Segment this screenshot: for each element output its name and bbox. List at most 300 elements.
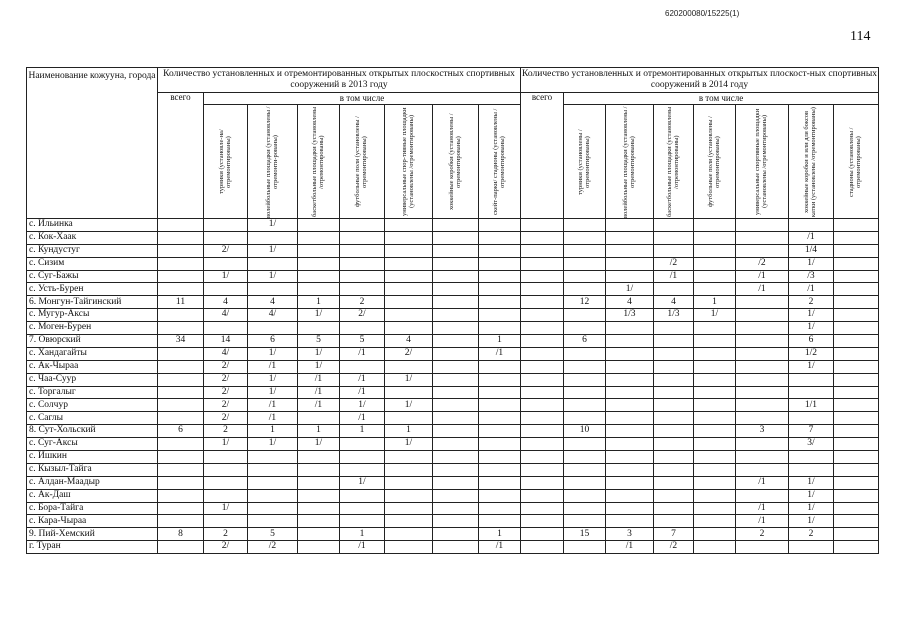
table-cell: 1 [479, 528, 521, 541]
table-row [27, 528, 879, 541]
table-cell [789, 373, 834, 386]
table-cell [433, 528, 479, 541]
table-row [27, 386, 879, 399]
table-cell [298, 231, 340, 244]
table-cell [654, 219, 694, 232]
table-cell [385, 244, 433, 257]
col-header-2014: хоккейные коробки и или для боксов катки (установлены /отремонтированы) [789, 105, 834, 219]
table-cell: /1 [298, 399, 340, 412]
table-cell: 1/3 [654, 309, 694, 322]
table-cell [385, 322, 433, 335]
table-cell [385, 309, 433, 322]
settlement-name: 9. Пий-Хемский [27, 528, 158, 541]
name-column-header: Наименование кожууна, города [27, 68, 158, 219]
settlement-name: с. Саглы [27, 412, 158, 425]
table-cell [521, 270, 564, 283]
table-row [27, 399, 879, 412]
table-cell [694, 360, 736, 373]
settlement-name: с. Солчур [27, 399, 158, 412]
table-cell [694, 515, 736, 528]
table-cell [564, 347, 606, 360]
table-cell [736, 451, 789, 464]
table-cell [654, 476, 694, 489]
table-cell [248, 451, 298, 464]
table-cell: 2/ [204, 412, 248, 425]
table-cell [158, 412, 204, 425]
table-cell [433, 373, 479, 386]
settlement-name: с. Мугур-Аксы [27, 309, 158, 322]
table-cell [736, 463, 789, 476]
table-cell [521, 360, 564, 373]
table-cell [433, 270, 479, 283]
table-cell: /1 [340, 373, 385, 386]
table-cell [654, 463, 694, 476]
table-cell: 1/ [385, 373, 433, 386]
table-cell [736, 386, 789, 399]
table-cell [298, 463, 340, 476]
table-cell: 1 [694, 296, 736, 309]
table-cell: /1 [736, 476, 789, 489]
table-cell [158, 231, 204, 244]
table-cell [340, 231, 385, 244]
table-cell [606, 257, 654, 270]
group-header-2013: Количество установленных и отремонтированных открытых плоскостных спортивных сооружений в 2013 году [158, 68, 521, 93]
table-cell [606, 502, 654, 515]
table-cell [521, 412, 564, 425]
table-cell [204, 283, 248, 296]
table-cell: 5 [298, 335, 340, 348]
table-cell [606, 489, 654, 502]
table-cell: 2/ [385, 347, 433, 360]
table-cell: 5 [248, 528, 298, 541]
table-row [27, 438, 879, 451]
table-cell [204, 476, 248, 489]
table-cell [564, 322, 606, 335]
table-cell [834, 399, 879, 412]
table-cell: /1 [736, 515, 789, 528]
table-cell [564, 270, 606, 283]
table-cell [694, 438, 736, 451]
table-cell: 1/ [298, 347, 340, 360]
table-cell [158, 244, 204, 257]
table-cell [248, 515, 298, 528]
table-cell: /1 [736, 502, 789, 515]
table-cell [479, 244, 521, 257]
table-cell: 6 [158, 425, 204, 438]
settlement-name: с. Ишкин [27, 451, 158, 464]
table-cell [158, 373, 204, 386]
table-cell: 6 [789, 335, 834, 348]
table-cell [564, 360, 606, 373]
table-cell [158, 283, 204, 296]
table-cell: 1/ [340, 476, 385, 489]
table-cell: 2 [736, 528, 789, 541]
col-header-2014: стадионы (установлены /отремонтированы) [834, 105, 879, 219]
table-cell [248, 322, 298, 335]
table-cell [606, 219, 654, 232]
table-cell [385, 257, 433, 270]
table-cell [158, 515, 204, 528]
table-cell: /2 [654, 541, 694, 554]
settlement-name: 7. Овюрский [27, 335, 158, 348]
table-cell: 2/ [340, 309, 385, 322]
table-cell [340, 244, 385, 257]
table-cell [479, 399, 521, 412]
table-cell [385, 386, 433, 399]
table-cell [564, 309, 606, 322]
table-cell: 14 [204, 335, 248, 348]
table-cell [204, 257, 248, 270]
table-cell [654, 347, 694, 360]
table-cell: 4/ [204, 309, 248, 322]
table-cell [606, 373, 654, 386]
table-cell [340, 322, 385, 335]
table-cell [606, 347, 654, 360]
table-cell [521, 296, 564, 309]
table-cell: /1 [736, 270, 789, 283]
table-cell [694, 270, 736, 283]
table-cell [654, 283, 694, 296]
settlement-name: с. Ак-Даш [27, 489, 158, 502]
table-cell [433, 309, 479, 322]
table-cell: 2/ [204, 399, 248, 412]
table-row [27, 270, 879, 283]
table-cell [564, 386, 606, 399]
table-cell [340, 463, 385, 476]
table-cell: 1/ [789, 257, 834, 270]
table-row [27, 502, 879, 515]
table-cell [479, 322, 521, 335]
table-cell: 1/ [298, 309, 340, 322]
table-cell [606, 425, 654, 438]
table-cell [340, 257, 385, 270]
table-cell: /2 [654, 257, 694, 270]
table-cell [834, 347, 879, 360]
col-header-2013: универсальные спор-тивные площадки (установлены /отремонтированы) [385, 105, 433, 219]
table-cell [521, 257, 564, 270]
table-cell: 1/ [248, 270, 298, 283]
group-header-2014: Количество установленных и отремонтированных открытых плоскост-ных спортивных сооружений в 2014 году [521, 68, 879, 93]
table-cell [158, 463, 204, 476]
table-cell [521, 502, 564, 515]
table-cell [340, 451, 385, 464]
table-cell [433, 386, 479, 399]
table-cell [694, 463, 736, 476]
table-cell [564, 244, 606, 257]
table-cell [654, 515, 694, 528]
table-cell [834, 257, 879, 270]
table-cell: 4 [248, 296, 298, 309]
table-cell [606, 335, 654, 348]
settlement-name: с. Кок-Хаак [27, 231, 158, 244]
table-cell: 1/ [248, 438, 298, 451]
table-cell [158, 476, 204, 489]
table-cell [834, 489, 879, 502]
table-cell [694, 347, 736, 360]
table-cell [736, 399, 789, 412]
table-cell [479, 425, 521, 438]
table-cell [204, 515, 248, 528]
table-cell [385, 528, 433, 541]
table-cell [433, 489, 479, 502]
table-cell [564, 412, 606, 425]
table-cell [433, 399, 479, 412]
table-row [27, 489, 879, 502]
table-cell [736, 347, 789, 360]
table-cell: 7 [654, 528, 694, 541]
table-cell [248, 502, 298, 515]
table-cell: 1/ [694, 309, 736, 322]
table-cell [385, 283, 433, 296]
table-cell: 2 [789, 528, 834, 541]
table-cell [521, 322, 564, 335]
table-cell [834, 373, 879, 386]
table-cell [564, 219, 606, 232]
table-cell [694, 425, 736, 438]
table-cell [834, 528, 879, 541]
table-cell [340, 283, 385, 296]
table-row [27, 335, 879, 348]
table-cell [834, 476, 879, 489]
table-cell [433, 451, 479, 464]
table-cell [158, 399, 204, 412]
table-cell [654, 412, 694, 425]
table-cell [158, 270, 204, 283]
table-cell [298, 528, 340, 541]
page-number: 114 [850, 29, 871, 44]
table-cell: 2/ [204, 541, 248, 554]
table-cell [694, 373, 736, 386]
table-cell: /1 [736, 283, 789, 296]
table-cell: /1 [340, 412, 385, 425]
table-cell [521, 463, 564, 476]
table-cell [158, 502, 204, 515]
table-cell [694, 257, 736, 270]
table-cell: /1 [789, 283, 834, 296]
table-cell: /1 [248, 360, 298, 373]
table-cell [385, 489, 433, 502]
settlement-name: с. Кундустуг [27, 244, 158, 257]
table-cell [606, 322, 654, 335]
table-cell: 1 [340, 425, 385, 438]
table-row [27, 283, 879, 296]
table-cell: 11 [158, 296, 204, 309]
table-cell: 1/ [789, 502, 834, 515]
table-cell: 3/ [789, 438, 834, 451]
table-cell [564, 451, 606, 464]
table-cell [204, 219, 248, 232]
col-header-2013: футбольные поля (установлены /отремонтированы) [340, 105, 385, 219]
table-cell [385, 463, 433, 476]
table-cell: 2 [789, 296, 834, 309]
table-cell: 1 [298, 296, 340, 309]
table-cell [298, 489, 340, 502]
table-cell [654, 399, 694, 412]
table-cell [564, 541, 606, 554]
table-cell [298, 322, 340, 335]
table-cell [433, 412, 479, 425]
table-cell [606, 463, 654, 476]
table-cell: 1/ [340, 399, 385, 412]
table-cell [204, 489, 248, 502]
table-cell: 1/1 [789, 399, 834, 412]
settlement-name: с. Хандагайты [27, 347, 158, 360]
table-cell [385, 231, 433, 244]
table-cell [248, 231, 298, 244]
table-cell [158, 360, 204, 373]
table-cell: 1/ [606, 283, 654, 296]
table-cell [694, 322, 736, 335]
table-row [27, 476, 879, 489]
table-cell [340, 489, 385, 502]
table-cell [564, 399, 606, 412]
table-cell [694, 502, 736, 515]
table-cell [606, 515, 654, 528]
table-cell: /1 [340, 541, 385, 554]
table-cell [834, 541, 879, 554]
table-cell: 1/ [204, 270, 248, 283]
table-cell [158, 438, 204, 451]
table-cell: 1 [248, 425, 298, 438]
table-cell [736, 438, 789, 451]
table-cell [385, 360, 433, 373]
table-cell [606, 244, 654, 257]
settlement-name: с. Торгалыг [27, 386, 158, 399]
table-cell [479, 360, 521, 373]
table-cell [564, 283, 606, 296]
table-cell [789, 412, 834, 425]
table-cell [736, 322, 789, 335]
table-cell [789, 451, 834, 464]
table-cell [248, 476, 298, 489]
table-cell [521, 283, 564, 296]
table-cell: /2 [736, 257, 789, 270]
table-cell [736, 373, 789, 386]
table-cell [834, 412, 879, 425]
table-cell [654, 231, 694, 244]
settlement-name: с. Чаа-Суур [27, 373, 158, 386]
document-id: 620200080/15225(1) [665, 9, 740, 18]
table-row [27, 515, 879, 528]
table-cell [521, 386, 564, 399]
table-cell: 3 [736, 425, 789, 438]
table-cell: 4 [204, 296, 248, 309]
table-cell [521, 219, 564, 232]
table-cell [158, 541, 204, 554]
table-cell: 3 [606, 528, 654, 541]
table-cell [298, 476, 340, 489]
col-header-2013: волейбольные площадки (установлены /отремонти-рованы) [248, 105, 298, 219]
table-cell [479, 502, 521, 515]
table-cell [694, 489, 736, 502]
table-cell [521, 528, 564, 541]
table-cell [736, 335, 789, 348]
table-cell: 15 [564, 528, 606, 541]
total-header-2013: всего [158, 93, 204, 219]
table-cell [654, 335, 694, 348]
table-cell [521, 451, 564, 464]
table-cell [736, 360, 789, 373]
table-cell [204, 322, 248, 335]
col-header-2014: турники (установлены /отремонтированы) [564, 105, 606, 219]
table-cell [479, 489, 521, 502]
table-cell [564, 476, 606, 489]
table-cell: /3 [789, 270, 834, 283]
table-cell: 4 [654, 296, 694, 309]
table-row [27, 347, 879, 360]
table-cell [248, 257, 298, 270]
table-cell: 1/ [248, 347, 298, 360]
table-row [27, 463, 879, 476]
col-header-2014: универсальные спортивные площадки (установлены /отремонтированы) [736, 105, 789, 219]
table-cell [694, 476, 736, 489]
sports-facilities-table [26, 67, 879, 554]
table-cell: 1 [479, 335, 521, 348]
settlement-name: 8. Сут-Хольский [27, 425, 158, 438]
table-cell [736, 412, 789, 425]
table-cell [606, 386, 654, 399]
table-cell [340, 360, 385, 373]
table-cell [340, 270, 385, 283]
table-row [27, 219, 879, 232]
table-cell: /1 [479, 541, 521, 554]
table-cell [521, 541, 564, 554]
table-row [27, 425, 879, 438]
table-cell [606, 412, 654, 425]
table-cell [479, 451, 521, 464]
table-cell: 1/ [789, 489, 834, 502]
table-cell [521, 515, 564, 528]
table-cell: 1/ [789, 309, 834, 322]
table-cell: 2/ [204, 373, 248, 386]
table-row [27, 231, 879, 244]
settlement-name: 6. Монгун-Тайгинский [27, 296, 158, 309]
table-cell [736, 244, 789, 257]
table-cell [248, 489, 298, 502]
table-cell: 2/ [204, 386, 248, 399]
settlement-name: с. Кара-Чыраа [27, 515, 158, 528]
table-cell [479, 515, 521, 528]
table-cell [606, 360, 654, 373]
table-cell [564, 463, 606, 476]
table-cell [479, 373, 521, 386]
table-row [27, 309, 879, 322]
table-cell [564, 502, 606, 515]
table-cell [479, 476, 521, 489]
table-cell: 1/ [248, 219, 298, 232]
table-row [27, 296, 879, 309]
table-cell [385, 541, 433, 554]
col-header-2013: турники (установле-на/отремонтированы) [204, 105, 248, 219]
table-cell [385, 219, 433, 232]
table-cell: 1/ [385, 438, 433, 451]
table-cell [694, 541, 736, 554]
table-cell [834, 438, 879, 451]
table-cell [606, 451, 654, 464]
table-cell [433, 541, 479, 554]
table-row [27, 322, 879, 335]
table-cell [654, 502, 694, 515]
table-cell: 1/ [789, 322, 834, 335]
table-cell: 1/ [789, 515, 834, 528]
table-cell [736, 296, 789, 309]
table-cell [834, 296, 879, 309]
table-cell [789, 463, 834, 476]
table-cell: 12 [564, 296, 606, 309]
col-header-2013: скейт-парки/ стадионы (установлены /отремонтированы) [479, 105, 521, 219]
table-cell [834, 283, 879, 296]
table-cell: 1/ [248, 244, 298, 257]
